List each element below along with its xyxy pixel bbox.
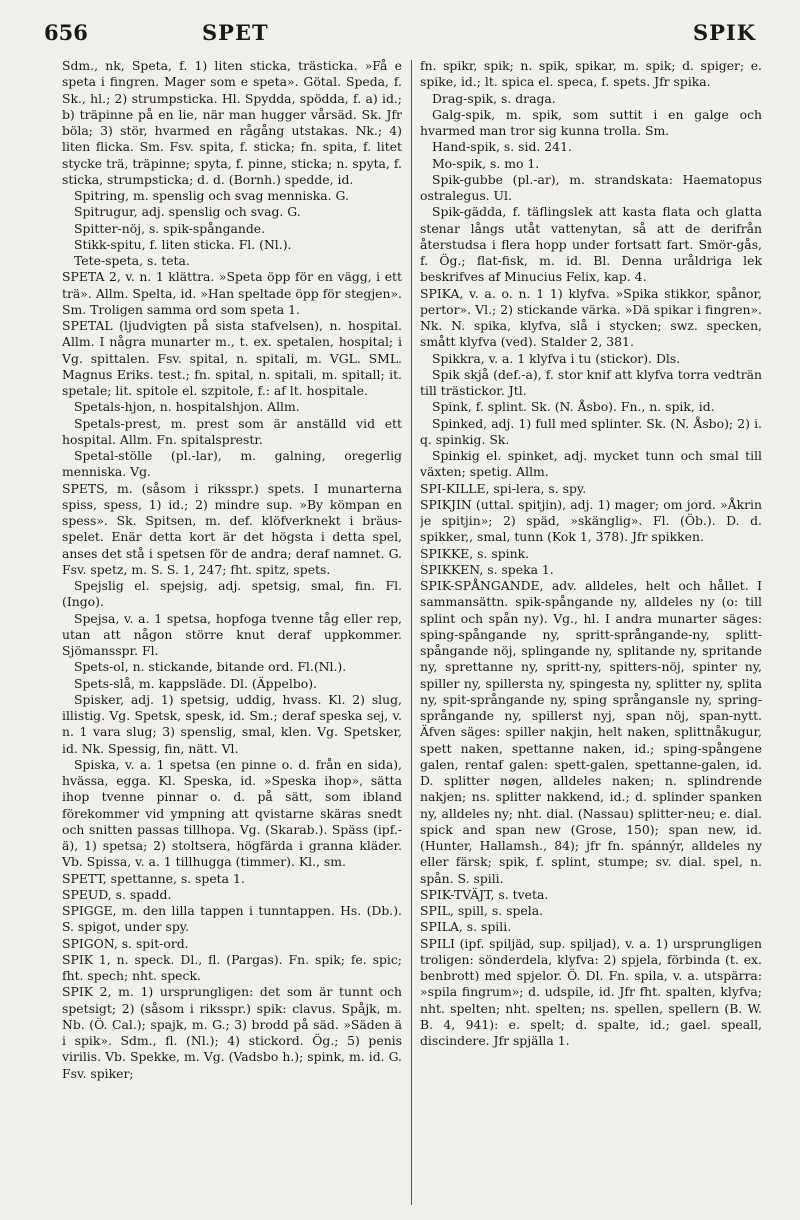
entry: SPIGGE, m. den lilla tappen i tunntappen. Hs. (Db.). S. spigot, under spy. (62, 903, 402, 935)
entry: SPIK 1, n. speck. Dl., fl. (Pargas). Fn. spik; fe. spic; fht. spech; nht. speck. (62, 951, 402, 983)
entry: SPIL, spill, s. spela. (420, 903, 544, 918)
entry: Spitring, m. spenslig och svag menniska. G. (74, 188, 349, 203)
page-header (44, 14, 770, 54)
entry: Spetals-hjon, n. hospitalshjon. Allm. (74, 399, 300, 415)
entry: Spinkig el. spinket, adj. mycket tunn och smal till växten; spetig. Allm. (420, 448, 762, 480)
entry: SPIKA, v. a. o. n. 1 1) klyfva. »Spika stikkor, spånor, pertor». Vl.; 2) stickande värka. »Dä spikar i fingren». Nk. N. spika, klyfva, slå i stycken; swz. specken, smått klyfva (ved). Stalder 2, 381. (420, 285, 762, 350)
entry: SPEUD, s. spadd. (62, 886, 172, 902)
entry: Galg-spik, m. spik, som suttit i en galge och hvarmed man tror sig kunna trolla. Sm. (420, 106, 762, 138)
entry: SPETT, spettanne, s. speta 1. (62, 870, 245, 886)
entry: SPIKJIN (uttal. spitjin), adj. 1) mager; om jord. »Åkrin je spitjin»; 2) späd, »skänglig». Fl. (Öb.). D. d. spikker,, smal, tunn (Kok 1, 378). Jfr spikken. (420, 496, 762, 545)
entry: Spets-ol, n. stickande, bitande ord. Fl.(Nl.). (74, 659, 347, 675)
entry: fn. spikr, spik; n. spik, spikar, m. spik; d. spiger; e. spike, id.; lt. spica el. speca, f. spets. Jfr spika. (420, 58, 762, 90)
entry: Spiska, v. a. 1 spetsa (en pinne o. d. från en sida), hvässa, egga. Kl. Speska, id. »Speska ihop», sätta ihop tvenne pinnar o. d. på sätt, som ibland förekommer vid ympning att qvistarne skäras snedt och snitten passas tillhopa. Vg. (Skarab.). Späss (ipf.-ä), 1) spetsa; 2) stoltsera, högfärda i granna kläder. Vb. Spissa, v. a. 1 tillhugga (timmer). Kl., sm. (62, 756, 402, 870)
entry: Spetal-stölle (pl.-lar), m. galning, oregerlig menniska. Vg. (62, 448, 402, 480)
entry: Spejslig el. spejsig, adj. spetsig, smal, fin. Fl. (Ingo). (62, 578, 402, 610)
entry: Spikkra, v. a. 1 klyfva i tu (stickor). Dls. (432, 350, 681, 366)
entry: Hand-spik, s. sid. 241. (432, 139, 572, 155)
entry: SPETAL (ljudvigten på sista stafvelsen), n. hospital. Allm. I några munarter m., t. ex. spetalen, hospital; i Vg. spittalen. Fsv. spital, n. spitali, m. VGL. SML. Magnus Eriks. test.; fn. spital, n. spitali, m. spitall; it. spetale; lit. spitole el. szpitole, f.: af lt. hospitale. (62, 318, 402, 398)
entry: SPIK-TVÄJT, s. tveta. (420, 886, 549, 902)
entry: SPILI (ipf. spiljäd, sup. spiljad), v. a. 1) ursprungligen troligen: sönderdela, klyfva: 2) spjela, förbinda (t. ex. benbrott) med spjelor. Ö. Dl. Fn. spila, v. a. utspärra: »spila fingrum»; d. udspile, id. Jfr fht. spalten, klyfva; nht. spelten; nht. spelten; ns. spellen, spellern (B. W. B. 4, 941): e. spelt; d. spalte, id.; gael. speall, discindere. Jfr spjälla 1. (420, 935, 762, 1048)
right-column (420, 58, 762, 1208)
running-head-right: SPIK (692, 20, 756, 45)
entry: SPIGON, s. spit-ord. (62, 935, 189, 951)
running-head-left: SPET (202, 20, 269, 45)
entry: SPILA, s. spili. (420, 919, 512, 935)
entry: Spitrugur, adj. spenslig och svag. G. (74, 204, 301, 220)
entry: Tete-speta, s. teta. (74, 253, 190, 268)
entry: SPIKKE, s. spink. (420, 545, 530, 561)
entry: SPIKKEN, s. speka 1. (420, 561, 554, 577)
entry: SPETA 2, v. n. 1 klättra. »Speta öpp för en vägg, i ett trä». Allm. Spelta, id. »Han speltade öpp för stegjen». Sm. Troligen samma ord som speta 1. (62, 269, 402, 317)
entry: Spik-gädda, f. täflingslek att kasta flata och glatta stenar långs utåt vattenytan, så att de derifrån återstudsa i flera hopp under fortsatt fart. Smör-gås, f. Ög.; flat-fisk, m. id. Bl. Denna uråldriga lek beskrifves af Minucius Felix, kap. 4. (420, 204, 762, 285)
page-number: 656 (44, 20, 88, 45)
entry: Spinked, adj. 1) full med splinter. Sk. (N. Åsbo); 2) i. q. spinkig. Sk. (420, 415, 762, 447)
entry: Spetals-prest, m. prest som är anställd vid ett hospital. Allm. Fn. spitalsprestr. (62, 415, 402, 447)
left-column (62, 58, 402, 1208)
entry: Spik skjå (def.-a), f. stor knif att klyfva torra vedträn till trästickor. Jtl. (420, 366, 762, 398)
entry: SPIK-SPÅNGANDE, adv. alldeles, helt och hållet. I sammansättn. spik-spångande ny, alldeles ny (o: till splint och spån ny). Vg., hl. I andra munarter säges: sping-spångande ny, spritt-språngande-ny, splitt-spångande nöj, splingande ny, splitande ny, spritande ny, sprettanne ny, spritt-ny, spitters-nöj, spinter ny, spiller ny, spillersta ny, spingesta ny, splitter ny, splita ny, spit-språngande ny, sping språngansle ny, spring-språngande ny, spillerst nyj, span nöj, span-nytt. Äfven säges: spiller nakjin, helt naken, splittnåkugur, spett naken, spettanne naken, id.; sping-spångene galen, rentaf galen: spett-galen, spettanne-galen, id. D. splitter nøgen, alldeles naken; n. splindrende nakjen; ns. splitter nakkend, id.; d. splinder spanken ny, alldeles ny; nht. dial. (Nassau) splitter-neu; e. dial. spick and span new (Grose, 150); span new, id. (Hunter, Hallamsh., 84); jfr fn. spánnýr, alldeles ny eller färsk; spik, f. splint, stumpe; sv. dial. spel, n. spån. S. spili. (420, 578, 762, 886)
column-divider (411, 60, 412, 1205)
entry: Spejsa, v. a. 1 spetsa, hopfoga tvenne tåg eller rep, utan att någon större knut deraf uppkommer. Sjömansspr. Fl. (62, 610, 402, 658)
entry: Mo-spik, s. mo 1. (432, 155, 540, 171)
entry: SPI-KILLE, spi-lera, s. spy. (420, 480, 587, 496)
entry: Spets-slå, m. kappsläde. Dl. (Äppelbo). (74, 675, 317, 691)
entry: SPIK 2, m. 1) ursprungligen: det som är tunnt och spetsigt; 2) (såsom i riksspr.) spik: clavus. Spåjk, m. Nb. (Ö. Cal.); spajk, m. G.; 3) brodd på säd. »Säden ä i spik». Sdm., fl. (Nl.); 4) stickord. Ög.; 5) penis virilis. Vb. Spekke, m. Vg. (Vadsbo h.); spink, m. id. G. Fsv. spiker; (62, 984, 402, 1081)
entry: Spink, f. splint. Sk. (N. Åsbo). Fn., n. spik, id. (432, 399, 715, 415)
entry: Spisker, adj. 1) spetsig, uddig, hvass. Kl. 2) slug, illistig. Vg. Spetsk, spesk, id. Sm.; deraf speska sej, v. n. 1 vara slug; 3) spenslig, smal, klen. Vg. Spetsker, id. Nk. Spessig, fin, nätt. Vl. (62, 691, 402, 756)
entry: Spitter-nöj, s. spik-spångande. (74, 220, 266, 236)
entry: Sdm., nk, Speta, f. 1) liten sticka, trästicka. »Få e speta i fingren. Mager som e speta». Götal. Speda, f. Sk., hl.; 2) strumpsticka. Hl. Spydda, spödda, f. a) id.; b) träpinne på en lie, när man hugger vårsäd. Sk. Jfr böla; 3) stör, hvarmed en rågång utstakas. Nk.; 4) liten flicka. Sm. Fsv. spita, f. sticka; fn. spita, f. litet stycke trä, träpinne; spyta, f. pinne, sticka; n. spyta, f. sticka, strumpsticka; d. d. (Bornh.) spedde, id. (62, 58, 402, 187)
entry: Stikk-spitu, f. liten sticka. Fl. (Nl.). (74, 236, 292, 252)
entry: SPETS, m. (såsom i riksspr.) spets. I munarterna spiss, spess, 1) id.; 2) mindre sup. »By kömpan en spess». Sk. Spitsen, m. def. klöfverknekt i bräus-spelet. Enär detta kort är det högsta i detta spel, anses det stå i spetsen för de andra; deraf namnet. G. Fsv. spetz, m. S. S. 1, 247; fht. spitz, spets. (62, 480, 402, 577)
entry: Drag-spik, s. draga. (432, 90, 556, 106)
entry: Spik-gubbe (pl.-ar), m. strandskata: Haematopus ostralegus. Ul. (420, 171, 762, 203)
